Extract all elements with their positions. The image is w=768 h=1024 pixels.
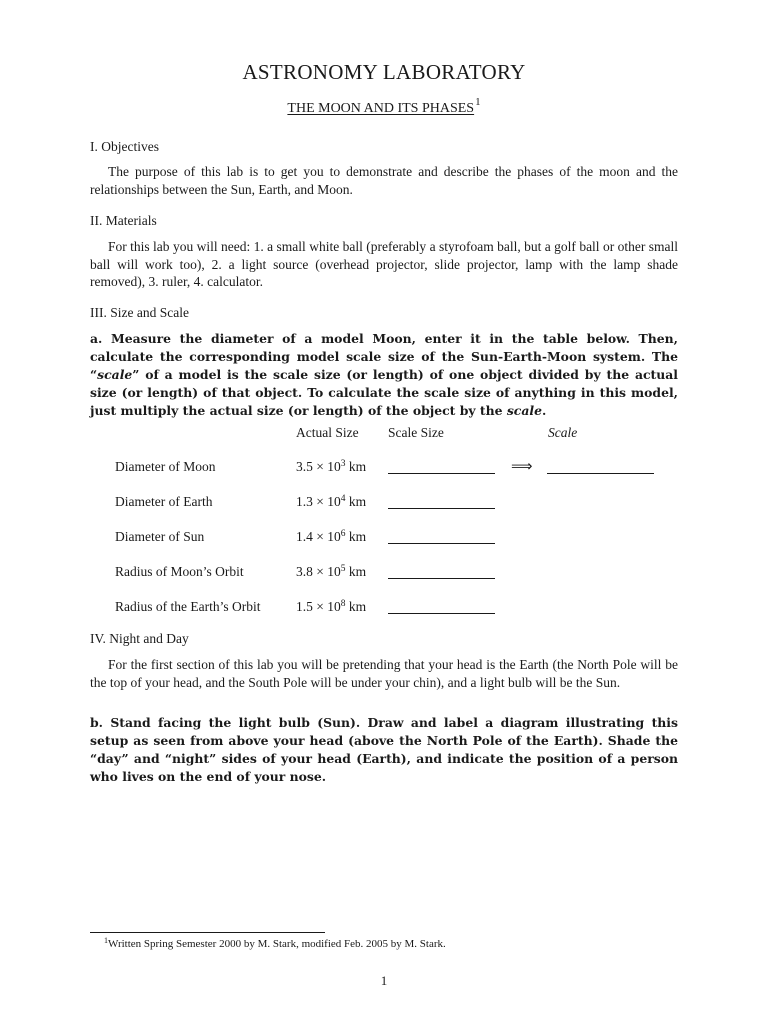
row-exponent: 8 — [340, 599, 346, 609]
row-unit: km — [348, 529, 367, 544]
row-base: 10 — [327, 599, 341, 614]
row-label: Diameter of Moon — [115, 459, 216, 474]
row-exponent: 5 — [340, 564, 346, 574]
footnote — [104, 936, 446, 950]
subtitle-text: THE MOON AND ITS PHASES — [287, 101, 475, 116]
question-a-part2: ” of a model is the scale size (or length) of one object divided by the actual size (or length) of that object. To calculate the scale size of anything in this model, just multiply the actual size (or length) of the object by the — [90, 367, 678, 418]
footnote-text: Written Spring Semester 2000 by M. Stark, modified Feb. 2005 by M. Stark. — [108, 938, 446, 950]
page-title: ASTRONOMY LABORATORY — [242, 60, 526, 84]
col-header-scale-size: Scale Size — [388, 425, 444, 440]
row-label: Diameter of Earth — [115, 494, 213, 509]
question-a-scale-word: scale — [97, 367, 133, 382]
page-subtitle — [0, 96, 768, 117]
row-actual-size — [296, 599, 366, 615]
night-day-text: For the first section of this lab you will be pretending that your head is the Earth (the North Pole will be the top of your head, and the South Pole will be under your chin), and a light bulb will be the Sun. — [90, 657, 678, 690]
row-actual-size — [296, 564, 366, 580]
row-mantissa: 3.5 — [296, 459, 313, 474]
row-base: 10 — [327, 459, 341, 474]
question-a-end: . — [541, 403, 547, 418]
row-times: × — [316, 599, 324, 614]
row-mantissa: 3.8 — [296, 564, 313, 579]
row-base: 10 — [327, 529, 341, 544]
scale-size-blank-moon-orbit[interactable] — [388, 578, 495, 579]
page-number: 1 — [380, 973, 388, 988]
row-times: × — [316, 529, 324, 544]
scale-size-blank-moon[interactable] — [388, 473, 495, 474]
footnote-rule — [90, 932, 325, 933]
row-actual-size — [296, 529, 366, 545]
subtitle-footnote-mark: 1 — [475, 96, 481, 108]
col-header-scale: Scale — [548, 425, 578, 440]
scale-size-blank-sun[interactable] — [388, 543, 495, 544]
scale-size-blank-earth[interactable] — [388, 508, 495, 509]
implies-arrow: ⟹ — [511, 457, 533, 475]
materials-heading: II. Materials — [90, 213, 157, 228]
row-label: Radius of Moon’s Orbit — [115, 564, 244, 579]
scale-size-blank-earth-orbit[interactable] — [388, 613, 495, 614]
row-exponent: 4 — [340, 494, 346, 504]
night-day-heading: IV. Night and Day — [90, 631, 189, 646]
size-scale-heading: III. Size and Scale — [90, 305, 189, 320]
scale-blank[interactable] — [547, 473, 654, 474]
row-unit: km — [348, 494, 367, 509]
row-label: Radius of the Earth’s Orbit — [115, 599, 261, 614]
row-base: 10 — [327, 564, 341, 579]
row-times: × — [316, 459, 324, 474]
row-actual-size — [296, 459, 366, 475]
row-mantissa: 1.5 — [296, 599, 313, 614]
row-mantissa: 1.3 — [296, 494, 313, 509]
row-times: × — [316, 494, 324, 509]
row-actual-size — [296, 494, 366, 510]
row-label: Diameter of Sun — [115, 529, 205, 544]
footnote-mark: 1 — [104, 936, 108, 945]
row-base: 10 — [327, 494, 341, 509]
question-a — [90, 330, 678, 420]
objectives-heading: I. Objectives — [90, 139, 159, 154]
materials-text: For this lab you will need: 1. a small white ball (preferably a styrofoam ball, but a golf ball or other small ball will work too), 2. a light source (overhead projector, slide projector, lamp with the lamp shade removed), 3. ruler, 4. calculator. — [90, 239, 678, 289]
question-a-scale-word2: scale — [506, 403, 542, 418]
row-unit: km — [348, 599, 367, 614]
row-exponent: 6 — [340, 529, 346, 539]
row-unit: km — [348, 564, 367, 579]
row-times: × — [316, 564, 324, 579]
col-header-actual: Actual Size — [296, 425, 359, 440]
question-a-part1: a. Measure the diameter of a model Moon, enter it in the table below. Then, calculate the corresponding model scale size of the Sun-Earth-Moon system. The “ — [90, 331, 678, 382]
row-exponent: 3 — [340, 459, 346, 469]
objectives-text: The purpose of this lab is to get you to demonstrate and describe the phases of the moon and the relationships between the Sun, Earth, and Moon. — [90, 164, 678, 197]
row-mantissa: 1.4 — [296, 529, 313, 544]
row-unit: km — [348, 459, 367, 474]
question-b: b. Stand facing the light bulb (Sun). Draw and label a diagram illustrating this setup as seen from above your head (above the North Pole of the Earth). Shade the “day” and “night” sides of your head (Earth), and indicate the position of a person who lives on the end of your nose. — [90, 715, 678, 784]
